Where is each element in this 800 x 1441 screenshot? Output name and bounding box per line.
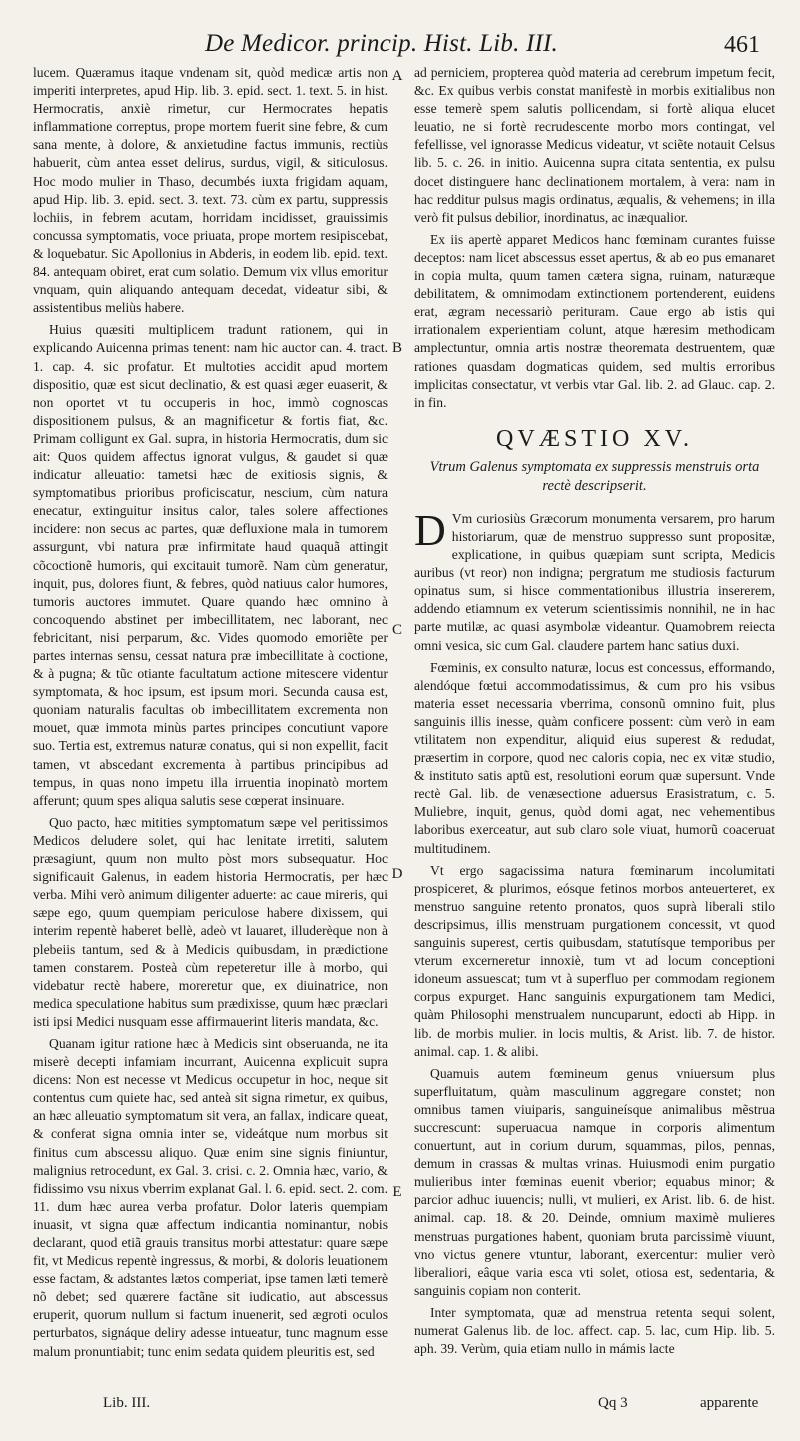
paragraph: Quanam igitur ratione hæc à Medicis sint obseruanda, ne ita miserè decepti infamiam incurrant, Auicenna explicuit supra dicens: Non est necesse vt Medicus occupetur in hoc, neque sit contentus cum quiete hac, sed anteà sit signa rimetur, ex quibus, an hæc alleuatio symptomatum sit vera, an fallax, indicare queat, & conferat signa omnia inter se, videátque num morbus sit finitus cum abscessu aliquo. Quæ enim sine signis finiuntur, malignius retrocedunt, ex Gal. 3. crisi. c. 2. Omnia hæc, vario, & fidissimo vsu nixus vberrim explanat Gal. l. 6. epid. sect. 2. com. 11. dum hæc aurea verba profatur. Dolor lateris quempiam inuasit, vt signa quæ affectum indicantia nominantur, nobis declarant, quod etiã grauis transitus morbi attestatur: quare sæpe fit, vt Medicus repentè ingressus, & morbi, & doloris leuationem esse factam, & adstantes lætos comperiat, ipse tamen læti temerè nõ debet; sed quærere factãne sit iudicatio, aut abscessus eruperit, quorum nullum si factum inuenerit, sed ægroti oculos perturbatos, signáque deliry adesse intueatur, tunc magnum esse malum pronuntiabit; tunc enim sedata quidem pleuritis est, sed (33, 1035, 388, 1359)
section-title: Vtrum Galenus symptomata ex suppressis menstruis orta rectè descripserit. (429, 458, 760, 494)
running-head: De Medicor. princip. Hist. Lib. III. (205, 30, 558, 57)
section-heading: QVÆSTIO XV. (496, 425, 693, 452)
paragraph: Vt ergo sagacissima natura fœminarum incolumitati prospiceret, & plurimos, eósque fetinos morbos anteuerteret, ex menstruo sanguine retento pronatos, quos suprà liberali stilo descripsimus, illis menstruam purgationem concessit, vt quod sanguinis superest, certis quibusdam, statutísque temporibus per vterum excerneretur innoxiè, tum vt ad locum conceptioni idoneum assuescat; tum vt à superfluo per commodam regionem corpus expurget. Hanc sanguinis expurgationem tam Medici, quàm Philosophi menstrualem nuncuparunt, edocti ab Hipp. in lib. de morbis mulier. in locis multis, & Arist. lib. 7. de histor. animal. cap. 1. & alibi. (414, 862, 775, 1059)
footer-book-label: Lib. III. (103, 1395, 151, 1411)
left-column (33, 64, 388, 1361)
margin-letter-c: C (391, 622, 402, 638)
paragraph: Fœminis, ex consulto naturæ, locus est concessus, efformando, alendóque fœtui accommodatissimus, & cum pro his vsibus materia esset necessaria vberrima, consonũ omnino fuit, plus sanguinis illis inesse, quàm conficere possent: cùm verò in eam vtilitatem non expenditur, aliquid eius superest & redudat, præsertim in corpore, quod nec caloris copia, nec ex vitæ studio, & instituto satis aptũ est, resolutioni eorum quæ supersunt. Vnde rectè Gal. lib. de venæsectione aduersus Erasistratum, c. 5. Muliebre, inquit, genus, quòd domi agat, nec vehementibus laboribus exerceatur, aut sub claro sole viuat, humorũ coaceruat multitudinem. (414, 659, 775, 856)
signature-mark: Qq 3 (598, 1395, 628, 1411)
drop-cap: D (414, 505, 446, 555)
paragraph: Quo pacto, hæc mitities symptomatum sæpe vel peritissimos Medicos deludere solet, qui hac lenitate irretiti, salutem præsagiunt, quum non multo pòst mors subsequatur. Hoc significauit Galenus, in eadem historia Hermocratis, per hæc verba. Mihi verò animum diligenter aduerte: ac caue mireris, qui sæpe ego, quum quempiam periculose habere dixissem, qui interim repentè haberet bellè, adeò vt lauaret, illuderèque non à plebeiis tantum, sed & à Medicis quibusdam, in prædictione tamen constarem. Posteà cùm repeteretur ille à morbo, qui videbatur rectè habere, moreretur que, ex diuinatrice, non medica speculatione habitus sum prædixisse, quum hæc præclari isti ipsi Medici nusquam esse affirmauerint literis mandata, &c. (33, 814, 388, 1029)
paragraph (414, 505, 775, 655)
page-footer (0, 1395, 800, 1425)
paragraph: Quamuis autem fœmineum genus vniuersum plus superfluitatum, quàm masculinum aggregare constet; non omnibus tamen viuiparis, sanguineísque animalibus mẽstrua succrescunt: superuacua namque in corporis alimentum conuertunt, aut in corium durum, squammas, pilos, pennas, demum in crassas & multas vrinas. Huiusmodi enim purgatio mulieribus inter fœminas euenit vberior; equabus minor; & parcior adhuc iuuencis; nulli, vt mulieri, ex Arist. lib. 6. de hist. animal. cap. 18. & 20. Deinde, omnium maximè mulieres menstruas purgationes habent, quoniam bruta parcissimè viuunt, vno victus genere vtuntur, laborant, exercentur: mulier verò liberaliori, eâque varia esca vti solet, otiosa est, sedentaria, & sanguinis copiam non conterit. (414, 1065, 775, 1298)
paragraph: ad perniciem, propterea quòd materia ad cerebrum impetum fecit, &c. Ex quibus verbis constat manifestè in morbis exitialibus non esse temerè spem salutis pollicendam, si fortè aliqua elucet leuatio, ne si fortè recrudescente morbo mors contingat, vel fefellisse, vel ignorasse Medicus videatur, vt sciẽte notauit Celsus lib. 5. c. 26. in initio. Auicenna supra citata sententia, ex pulsu docet distinguere hanc declinationem mortalem, à vera: nam in hac redditur pulsus magis ordinatus, æqualis, & vehemens; in illa verò fit pulsus debilior, inordinatus, ac inæqualior. (414, 65, 775, 225)
paragraph: Inter symptomata, quæ ad menstrua retenta sequi solent, numerat Galenus lib. de loc. affect. cap. 5. lac, cum Hip. lib. 5. aph. 39. Verùm, quia etiam nullo in mámis lacte (414, 1304, 775, 1357)
margin-letter-d: D (391, 866, 403, 882)
margin-letter-a: A (391, 68, 403, 84)
catchword: apparente (700, 1395, 759, 1411)
margin-letter-e: E (392, 1184, 402, 1200)
paragraph-text: Vm curiosiùs Græcorum monumenta versarem, pro harum historiarum, quæ de menstruo suppresso sunt propositæ, explicatione, in quibus quæpiam sunt scripta, Medicis auribus (vt reor) non indigna; pergratum me studiosis facturum opinatus sum, si hisce commentationibus illustria insererem, addendo etiamnum ex veterum scientissimis nonnihil, ne in hac parte mutilæ, ac quasi asymbolæ videantur. Quamobrem reiecta omni vesica, sic cum Gal. claudere partem hanc satius duxi. (414, 510, 775, 653)
paragraph: Ex iis apertè apparet Medicos hanc fœminam curantes fuisse deceptos: nam licet abscessus esset apertus, & ab eo pus emanaret in copia multa, quum tamen cætera signa, ruinam, naturæque debilitatem, & omnimodam extinctionem portenderent, euidens erat, ægram necessariò perituram. Caue ergo ab istis qui irrationalem experientiam colunt, atque hæresim methodicam amplectuntur, omnia artis nostræ theoremata destruentem, quæ rationes quasdam dogmaticas quidem, sed multis erroribus implicitas consectatur, vt verbis vtar Gal. lib. 2. ad Glauc. cap. 2. in fin. (414, 231, 775, 410)
margin-letter-b: B (391, 340, 402, 356)
right-column (414, 64, 775, 1358)
paragraph: lucem. Quæramus itaque vndenam sit, quòd medicæ artis non imperiti interpretes, apud Hip. lib. 3. epid. sect. 1. text. 5. in hist. Hermocratis, anxiè rimetur, cur Hermocrates hepatis inflammatione correptus, prope mortem fuerit sine febre, & cum sana mente, à dolore, & anxietudine factus immunis, rectiùs habuerit, cùm antea esset delirus, surdus, vigil, & siticulosus. Hoc modo mulier in Thaso, decumbés iuxta frigidam aquam, apud Hip. lib. 3. epid. sect. 3. text. 73. cùm ex partu, suppressis lochiis, in febrem acutam, horridam incidisset, grauissimis concussa symptomatis, voce priuata, prope mortem resipiscebat, & loquebatur. Sic Apollonius in Abderis, in eodem lib. epid. text. 84. antequam obiret, erat cum solatio. Demum vix vllus emoritur vnquam, quin aliquando antequam decedat, videatur sibi, & assistentibus meliùs habere. (33, 65, 388, 316)
page-number: 461 (724, 32, 760, 58)
paragraph: Huius quæsiti multiplicem tradunt rationem, qui in explicando Auicenna primas tenent: nam hic auctor can. 4. tract. 1. cap. 4. sic profatur. Et multoties accidit apud mortem dispositio, quæ est sicut declinatio, & est quasi æger euaserit, & non oportet vt tu occuperis in hoc, immò cognoscas dispositionem pulsus, & an magnificetur & fortis fiat, &c. Primam colligunt ex Gal. supra, in historia Hermocratis, dum sic ait: Quos quidem affectus ignorat vulgus, & gaudet si quæ indicatur alleuatio: tametsi hæc de exitiosis signis, & symptomatibus prioribus proficiscatur, nescium, cùm natura enecatur, extinguitur insitus calor, tales solere affectiones incidere: non secus ac partes, quæ defluxione mala in tumorem assurgunt, vbi natura præ infirmitate haud quaquã attingit cõcoctionẽ humoris, qui excitauit tumorẽ. Nam cùm generatur, inquit, pus, dolores fiunt, & febres, quòd natiuus calor humores, tumoris auctores immutet. Quare quando hæc omnino à concoquendo abstinet per imbecillitatem, nec laborant, nec febricitant, nisi perparum, &c. Vides quomodo emoriẽte per partes internas sensu, cessat natura præ imbecillitate à coctione, & à pugna; & tũc otiante facultatum actione mitescere videntur symptomata, & hoc ipsum, est ipsum mori. Secunda causa est, quoniam naturalis facultas ob imbecillitatem excrementa non mouet, quæ immota minùs partes principes concutiunt vapore suo. Tertia est, extremus naturæ conatus, qui si non expellit, facit tamen, vt abscedant excrementa à partibus principibus ad tempus, in quas nono impetu illa irruentia inopinatò mortem afferunt; quum spes aliqua salutis sese cœperat insinuare. (33, 322, 388, 808)
